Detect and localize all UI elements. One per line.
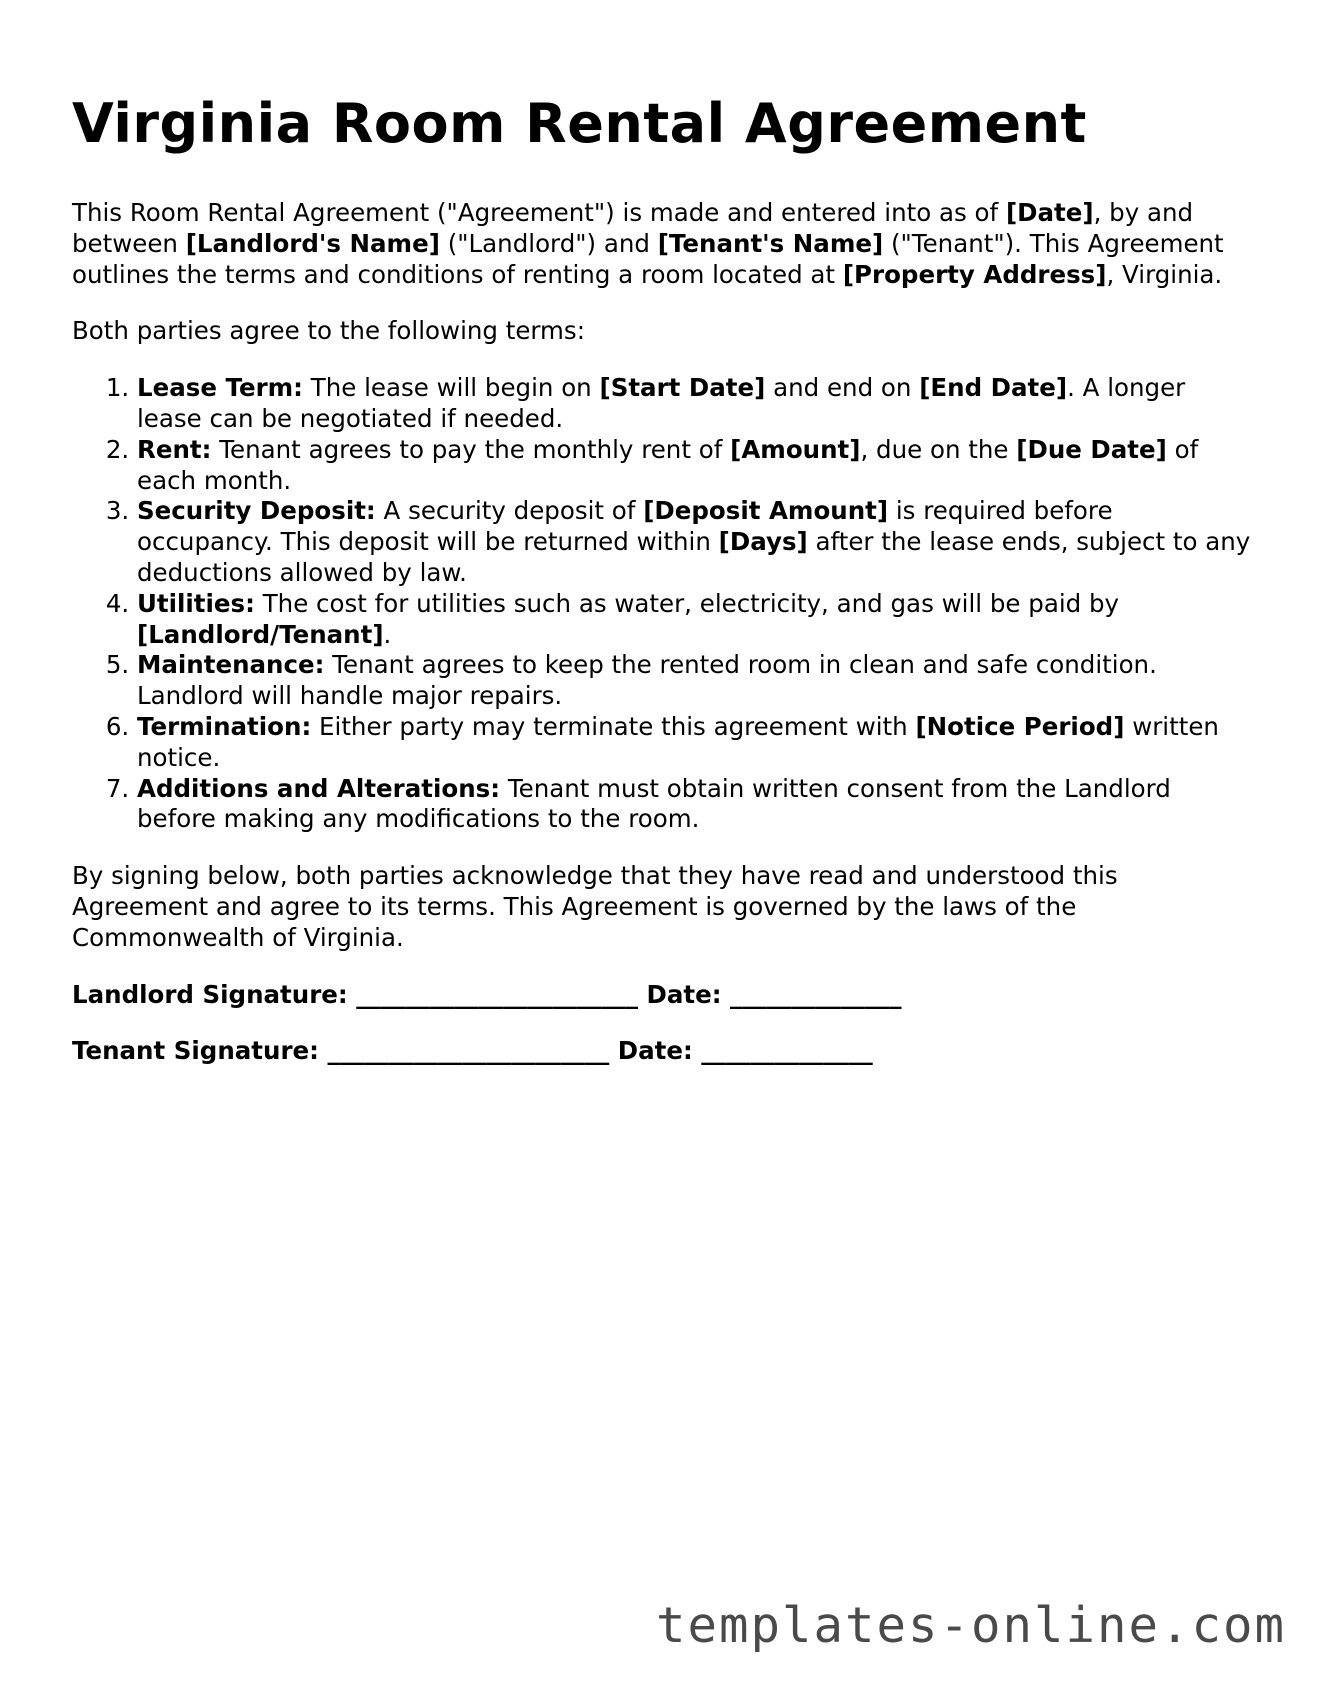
document-page — [72, 88, 1252, 1067]
due-date-placeholder: [Due Date] — [1016, 434, 1167, 464]
days-placeholder: [Days] — [718, 527, 808, 557]
closing-paragraph: By signing below, both parties acknowledge that they have read and understood this Agreement and agree to its terms. This Agreement is governed by the laws of the Commonwealth of Virginia. — [72, 861, 1118, 952]
date-placeholder: [Date] — [1005, 198, 1094, 227]
document-title: Virginia Room Rental Agreement — [72, 92, 1087, 155]
term-utilities: 4. Utilities: The cost for utilities such as water, electricity, and gas will be paid by [Landlord/Tenant]. — [137, 589, 1252, 651]
agree-paragraph: Both parties agree to the following terms: — [72, 316, 585, 346]
term-maintenance: 5. Maintenance: Tenant agrees to keep the rented room in clean and safe condition. Landlord will handle major repairs. — [137, 650, 1252, 712]
tenant-signature-line: Tenant Signature: _______________________ Date: ______________ — [72, 1036, 873, 1066]
deposit-amount-placeholder: [Deposit Amount] — [643, 496, 889, 526]
terms-list — [72, 373, 1252, 835]
intro-paragraph: This Room Rental Agreement ("Agreement") is made and entered into as of [Date], by and between [Landlord's Name] ("Landlord") and [Tenant's Name] ("Tenant"). This Agreement outlines the terms and conditions of renting a room located at [Property Address], Virginia. — [72, 198, 1224, 289]
start-date-placeholder: [Start Date] — [599, 373, 766, 403]
amount-placeholder: [Amount] — [730, 434, 861, 464]
tenant-name-placeholder: [Tenant's Name] — [657, 228, 884, 258]
term-rent: 2. Rent: Tenant agrees to pay the monthly rent of [Amount], due on the [Due Date] of each month. — [137, 435, 1252, 497]
term-security-deposit: 3. Security Deposit: A security deposit of [Deposit Amount] is required before occupancy. This deposit will be returned within [Days] after the lease ends, subject to any deductions allowed by law. — [137, 496, 1252, 588]
landlord-name-placeholder: [Landlord's Name] — [185, 228, 440, 258]
term-termination: 6. Termination: Either party may terminate this agreement with [Notice Period] written notice. — [137, 712, 1252, 774]
term-additions-alterations: 7. Additions and Alterations: Tenant must obtain written consent from the Landlord before making any modifications to the room. — [137, 774, 1252, 836]
watermark: templates-online.com — [655, 1597, 1286, 1654]
term-lease: 1. Lease Term: The lease will begin on [Start Date] and end on [End Date]. A longer lease can be negotiated if needed. — [137, 373, 1252, 435]
property-address-placeholder: [Property Address] — [842, 259, 1107, 289]
landlord-signature-line: Landlord Signature: _______________________ Date: ______________ — [72, 979, 902, 1009]
payer-placeholder: [Landlord/Tenant] — [137, 619, 384, 649]
notice-period-placeholder: [Notice Period] — [915, 711, 1125, 741]
end-date-placeholder: [End Date] — [919, 373, 1068, 403]
